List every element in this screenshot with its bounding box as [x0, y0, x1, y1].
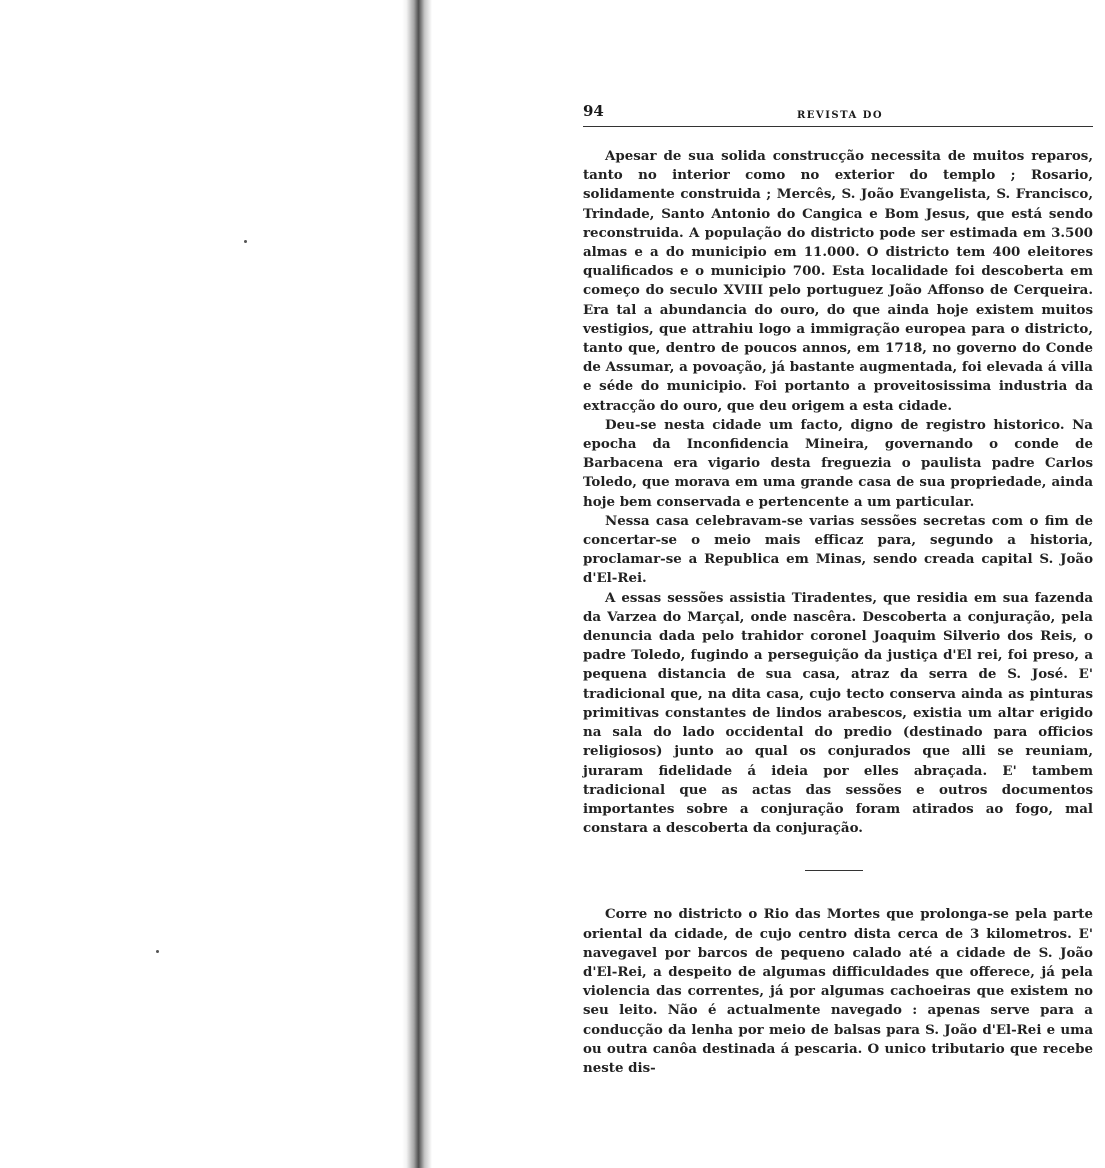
book-page — [583, 100, 1093, 1078]
paragraph: Apesar de sua solida construcção necessita de muitos reparos, tanto no interior como no exterior do templo ; Rosario, solidamente construida ; Mercês, S. João Evangelista, S. Francisco, Trindade, Santo Antonio do Cangica e Bom Jesus, que está sendo reconstruida. A população do districto pode ser estimada em 3.500 almas e a do municipio em 11.000. O districto tem 400 eleitores qualificados e o municipio 700. Esta localidade foi descoberta em começo do seculo XVIII pelo portuguez João Affonso de Cerqueira. Era tal a abundancia do ouro, do que ainda hoje existem muitos vestigios, que attrahiu logo a immigração europea para o districto, tanto que, dentro de poucos annos, em 1718, no governo do Conde de Assumar, a povoação, já bastante augmentada, foi elevada á villa e séde do municipio. Foi portanto a proveitosissima industria da extracção do ouro, que deu origem a esta cidade. — [583, 148, 1093, 414]
scan-speck — [156, 950, 159, 953]
scan-speck — [244, 240, 247, 243]
paragraph: Corre no districto o Rio das Mortes que prolonga-se pela parte oriental da cidade, de cujo centro dista cerca de 3 kilometros. E' navegavel por barcos de pequeno calado até a cidade de S. João d'El-Rei, a despeito de algumas difficuldades que offerece, já pela violencia das correntes, já por algumas cachoeiras que existem no seu leito. Não é actualmente navegado : apenas serve para a conducção da lenha por meio de balsas para S. João d'El-Rei e uma ou outra canôa destinada á pescaria. O unico tributario que recebe neste dis- — [583, 906, 1093, 1076]
paragraph: A essas sessões assistia Tiradentes, que residia em sua fazenda da Varzea do Marçal, onde nascêra. Descoberta a conjuração, pela denuncia dada pelo trahidor coronel Joaquim Silverio dos Reis, o padre Toledo, fugindo a perseguição da justiça d'El rei, foi preso, a pequena distancia de sua casa, atraz da serra de S. José. E' tradicional que, na dita casa, cujo tecto conserva ainda as pinturas primitivas constantes de lindos arabescos, existia um altar erigido na sala do lado occidental do predio (destinado para officios religiosos) junto ao qual os conjurados que alli se reuniam, juraram fidelidade á ideia por elles abraçada. E' tambem tradicional que as actas das sessões e outros documentos importantes sobre a conjuração foram atirados ao fogo, mal constara a descoberta da conjuração. — [583, 589, 1093, 837]
page-number: 94 — [583, 102, 604, 120]
section-divider — [805, 870, 863, 871]
book-gutter — [402, 0, 432, 1168]
running-header — [583, 100, 1093, 127]
running-title: REVISTA DO — [797, 110, 884, 121]
paragraph: Nessa casa celebravam-se varias sessões secretas com o fim de concertar-se o meio mais efficaz para, segundo a historia, proclamar-se a Republica em Minas, sendo creada capital S. João d'El-Rei. — [583, 512, 1093, 587]
body-text — [583, 147, 1093, 1078]
paragraph: Deu-se nesta cidade um facto, digno de registro historico. Na epocha da Inconfidencia Mineira, governando o conde de Barbacena era vigario desta freguezia o paulista padre Carlos Toledo, que morava em uma grande casa de sua propriedade, ainda hoje bem conservada e pertencente a um particular. — [583, 416, 1093, 510]
